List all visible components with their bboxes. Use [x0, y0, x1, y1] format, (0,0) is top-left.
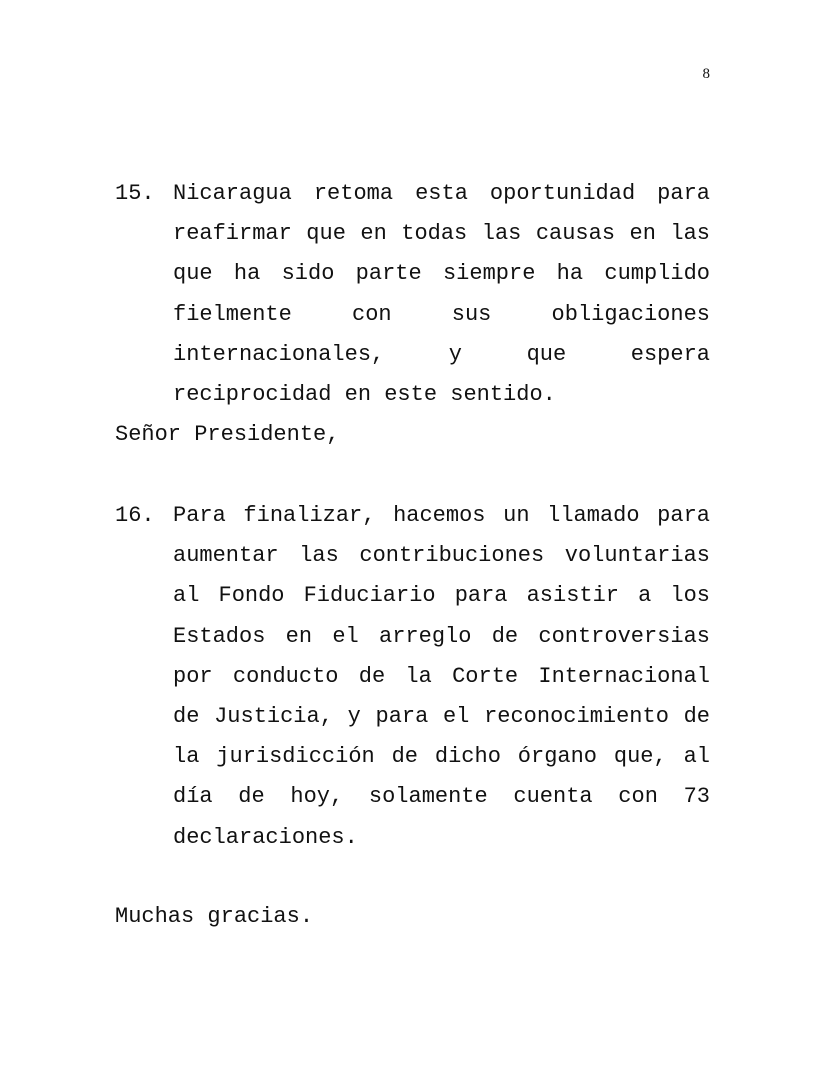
paragraph-text: Nicaragua retoma esta oportunidad para reafirmar que en todas las causas en las que ha sido parte siempre ha cumplido fielmente con sus obligaciones internacionales, y que espera reciprocidad en este sentido. [173, 181, 710, 408]
paragraph-15 [115, 174, 710, 415]
paragraph-text: Para finalizar, hacemos un llamado para aumentar las contribuciones voluntarias al Fondo Fiduciario para asistir a los Estados en el arreglo de controversias por conducto de la Corte Internacional de Justicia, y para el reconocimiento de la jurisdicción de dicho órgano que, al día de hoy, solamente cuenta con 73 declaraciones. [173, 503, 710, 850]
paragraph-16 [115, 496, 710, 858]
page-number: 8 [702, 66, 710, 82]
closing: Muchas gracias. [115, 904, 314, 929]
salutation: Señor Presidente, [115, 422, 340, 447]
paragraph-number: 16. [115, 503, 155, 528]
paragraph-number: 15. [115, 181, 155, 206]
